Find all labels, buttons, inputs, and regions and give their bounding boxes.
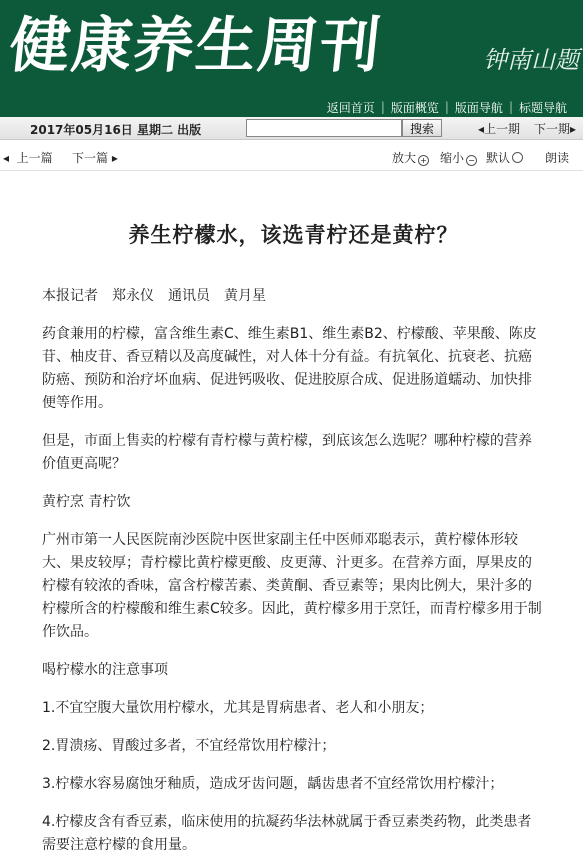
section-heading: 喝柠檬水的注意事项 (42, 662, 168, 678)
article-toolbar (0, 140, 583, 171)
prev-article-link[interactable]: ◂ 上一篇 (3, 151, 53, 165)
prev-issue-link[interactable]: ◂上一期 (478, 122, 521, 136)
zoom-in-icon: + (418, 155, 429, 166)
nav-separator: | (508, 100, 513, 114)
article-paragraph: 药食兼用的柠檬，富含维生素C、维生素B1、维生素B2、柠檬酸、苹果酸、陈皮苷、柚皮苷、香豆精以及高度碱性，对人体十分有益。有抗氧化、抗衰老、抗癌防癌、预防和治疗坏血病、促进钙吸收、促进胶原合成、促进肠道蠕动、加快排便等作用。 (42, 326, 537, 411)
next-article-link[interactable]: 下一篇 ▸ (72, 151, 118, 165)
masthead-signature: 钟南山题 (483, 46, 579, 74)
list-item: 4.柠檬皮含有香豆素，临床使用的抗凝药华法林就属于香豆素类药物，此类患者需要注意柠檬的食用量。 (42, 814, 532, 853)
top-nav (0, 97, 583, 117)
search-input[interactable] (246, 119, 402, 137)
default-size-button[interactable]: 默认 (486, 149, 523, 166)
next-issue-link[interactable]: 下一期▸ (534, 122, 577, 136)
zoom-in-button[interactable]: 放大 + (392, 149, 429, 166)
right-arrow-icon: ▸ (570, 122, 577, 136)
section-heading: 黄柠烹 青柠饮 (42, 494, 131, 510)
article-paragraph: 但是，市面上售卖的柠檬有青柠檬与黄柠檬，到底该怎么选呢？哪种柠檬的营养价值更高呢？ (42, 433, 532, 472)
article-paragraph: 广州市第一人民医院南沙医院中医世家副主任中医师邓聪表示，黄柠檬体形较大、果皮较厚；青柠檬比黄柠檬更酸、皮更薄、汁更多。在营养方面，厚果皮的柠檬有较浓的香味，富含柠檬苦素、类黄酮、香豆素等；果肉比例大，果汁多的柠檬所含的柠檬酸和维生素C较多。因此，黄柠檬多用于烹饪，而青柠檬多用于制作饮品。 (42, 532, 542, 640)
article-title: 养生柠檬水，该选青柠还是黄柠？ (128, 223, 459, 247)
nav-page-nav-link[interactable]: 版面导航 (454, 100, 503, 115)
nav-separator: | (444, 100, 449, 114)
nav-home-link[interactable]: 返回首页 (326, 100, 375, 115)
list-item: 1.不宜空腹大量饮用柠檬水，尤其是胃病患者、老人和小朋友； (42, 700, 434, 716)
nav-separator: | (380, 100, 385, 114)
zoom-out-button[interactable]: 缩小 − (440, 149, 477, 166)
article-body (0, 171, 583, 857)
zoom-out-icon: − (466, 155, 477, 166)
search-button[interactable]: 搜索 (402, 119, 442, 137)
date-bar (0, 117, 583, 140)
masthead (0, 0, 583, 97)
read-aloud-button[interactable]: 朗读 (545, 151, 570, 165)
left-arrow-icon: ◂ (478, 122, 485, 136)
list-item: 2.胃溃疡、胃酸过多者，不宜经常饮用柠檬汁； (42, 738, 336, 754)
byline: 本报记者 郑永仪 通讯员 黄月星 (42, 288, 266, 304)
left-arrow-icon: ◂ (3, 151, 10, 165)
issue-date: 2017年05月16日 星期二 出版 (30, 123, 202, 137)
list-item: 3.柠檬水容易腐蚀牙釉质，造成牙齿问题，龋齿患者不宜经常饮用柠檬汁； (42, 776, 504, 792)
nav-overview-link[interactable]: 版面概览 (390, 100, 439, 115)
nav-title-nav-link[interactable]: 标题导航 (518, 100, 567, 115)
masthead-title: 健康养生周刊 (6, 11, 386, 81)
default-icon (512, 152, 523, 163)
right-arrow-icon: ▸ (111, 151, 118, 165)
